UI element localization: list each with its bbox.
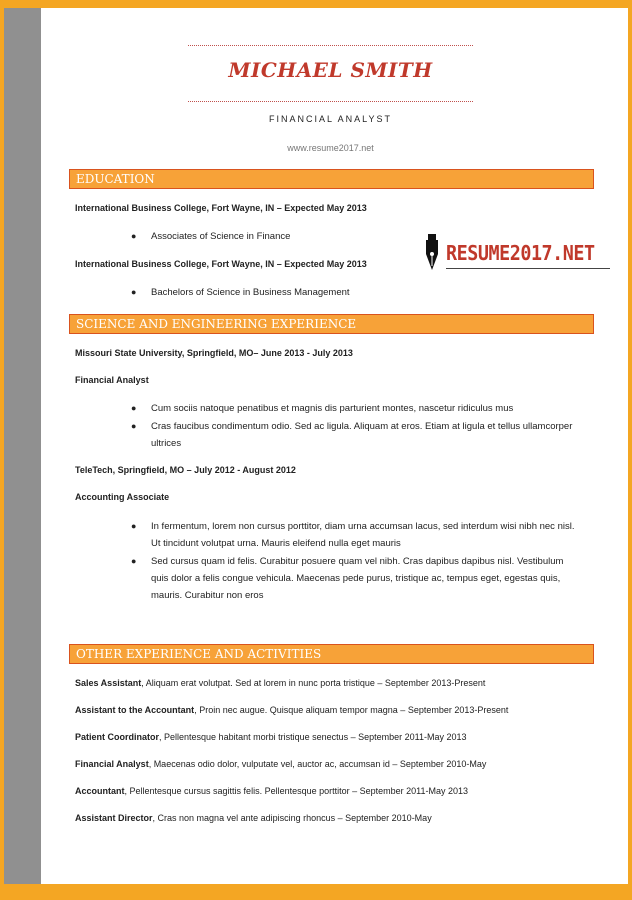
bullet-text: Sed cursus quam id felis. Curabitur posuere quam vel nibh. Cras dapibus dapibus nisl. Vestibulum quis dolor a felis congue vehicula. Maecenas pede purus, tristique ac, tempus eget, egestas quis, mauris. Curabitur non eros <box>151 556 564 601</box>
activity-role: Assistant to the Accountant <box>75 705 195 715</box>
activity-desc: , Maecenas odio dolor, vulputate vel, auctor ac, accumsan id – September 2010-May <box>148 759 487 769</box>
bottom-border <box>0 884 632 900</box>
job2-bullet-1 <box>131 518 581 552</box>
job1-role: Financial Analyst <box>75 375 149 385</box>
science-heading: SCIENCE AND ENGINEERING EXPERIENCE <box>76 317 357 331</box>
resume2017-logo <box>420 232 614 274</box>
activity-item <box>75 759 486 769</box>
job1-bullet-1 <box>131 400 581 417</box>
job1-bullet-2 <box>131 418 581 452</box>
bullet-text: Cras faucibus condimentum odio. Sed ac ligula. Aliquam at eros. Etiam at ligula et tellus ullamcorper ultrices <box>151 421 573 449</box>
education-school-1: International Business College, Fort Wayne, IN – Expected May 2013 <box>75 203 367 213</box>
education-degree-2 <box>131 284 581 301</box>
bullet-icon: ● <box>131 421 137 431</box>
gray-sidebar <box>4 8 41 884</box>
activity-item <box>75 678 485 688</box>
activity-role: Assistant Director <box>75 813 153 823</box>
bullet-icon: ● <box>131 556 137 566</box>
education-school-2: International Business College, Fort Wayne, IN – Expected May 2013 <box>75 259 367 269</box>
top-border <box>0 0 632 8</box>
activity-desc: , Pellentesque cursus sagittis felis. Pellentesque porttitor – September 2011-May 2013 <box>124 786 469 796</box>
education-heading: EDUCATION <box>76 172 155 186</box>
header-divider-top <box>188 45 473 46</box>
education-section-bar <box>69 169 594 189</box>
activity-desc: , Proin nec augue. Quisque aliquam tempor magna – September 2013-Present <box>194 705 509 715</box>
activity-role: Patient Coordinator <box>75 732 160 742</box>
science-section-bar <box>69 314 594 334</box>
bullet-text: In fermentum, lorem non cursus porttitor, diam urna accumsan lacus, sed interdum wisi nibh nec nisl. Ut tincidunt volutpat urna. Mauris eleifend nulla eget mauris <box>151 521 575 549</box>
other-section-bar <box>69 644 594 664</box>
logo-underline <box>446 268 610 269</box>
activity-role: Financial Analyst <box>75 759 149 769</box>
right-border <box>628 0 632 900</box>
website-url: www.resume2017.net <box>287 143 374 153</box>
job2-employer: TeleTech, Springfield, MO – July 2012 - August 2012 <box>75 465 296 475</box>
activity-desc: , Cras non magna vel ante adipiscing rhoncus – September 2010-May <box>152 813 432 823</box>
activity-desc: , Pellentesque habitant morbi tristique senectus – September 2011-May 2013 <box>159 732 467 742</box>
job2-bullet-2 <box>131 553 581 604</box>
bullet-icon: ● <box>131 287 137 297</box>
degree-text: Associates of Science in Finance <box>151 231 291 242</box>
bullet-text: Cum sociis natoque penatibus et magnis dis parturient montes, nascetur ridiculus mus <box>151 403 514 414</box>
activity-desc: , Aliquam erat volutpat. Sed at lorem in nunc porta tristique – September 2013-Present <box>141 678 486 688</box>
fountain-pen-icon <box>422 232 442 274</box>
activity-item <box>75 786 468 796</box>
header-divider-bottom <box>188 101 473 102</box>
bullet-icon: ● <box>131 521 137 531</box>
other-heading: OTHER EXPERIENCE AND ACTIVITIES <box>76 647 322 661</box>
job2-role: Accounting Associate <box>75 492 170 502</box>
activity-role: Sales Assistant <box>75 678 142 688</box>
bullet-icon: ● <box>131 403 137 413</box>
activity-role: Accountant <box>75 786 125 796</box>
activity-item <box>75 732 467 742</box>
degree-text: Bachelors of Science in Business Management <box>151 287 350 298</box>
logo-text: RESUME2017.NET <box>446 241 595 265</box>
candidate-name: MICHAEL SMITH <box>228 58 433 82</box>
activity-item <box>75 813 432 823</box>
job1-employer: Missouri State University, Springfield, MO– June 2013 - July 2013 <box>75 348 353 358</box>
activity-item <box>75 705 508 715</box>
bullet-icon: ● <box>131 231 137 241</box>
job-title: FINANCIAL ANALYST <box>268 114 393 124</box>
